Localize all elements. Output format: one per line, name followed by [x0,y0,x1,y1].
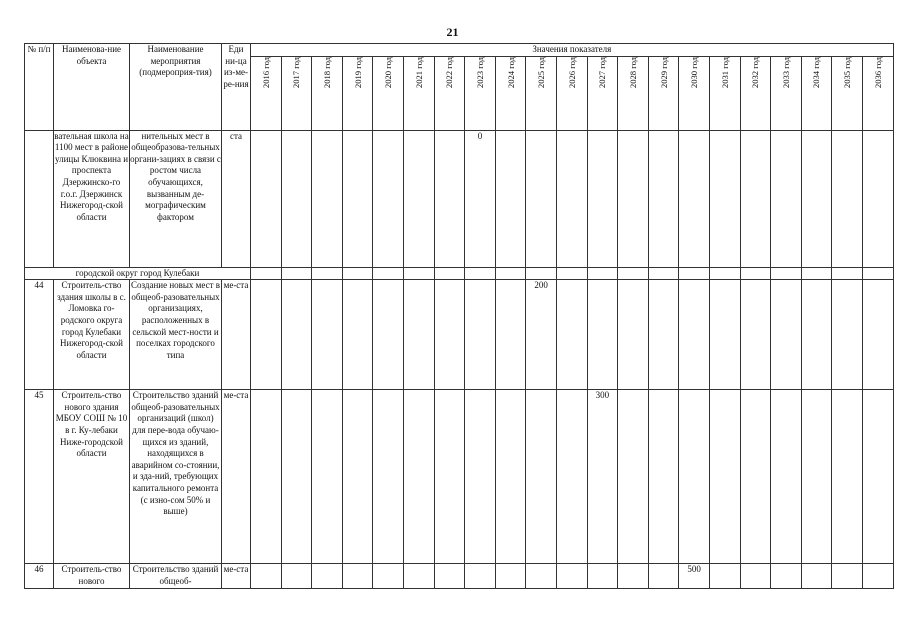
table-row [25,564,894,589]
value-cell [312,267,343,280]
value-cell [465,390,496,564]
value-cell [832,130,863,267]
year-header-label: 2026 год [566,56,577,88]
value-cell [434,130,465,267]
year-header-label: 2023 год [474,56,485,88]
value-cell [679,130,710,267]
year-header-label: 2034 год [811,56,822,88]
value-cell [434,564,465,589]
value-cell [709,564,740,589]
value-cell [556,390,587,564]
row-cont-value-2023: 0 [465,130,496,267]
value-cell [281,280,312,390]
value-cell [373,390,404,564]
row-46-num: 46 [25,564,54,589]
value-cell [495,130,526,267]
value-cell [434,267,465,280]
year-header-label: 2031 год [719,56,730,88]
year-header-label: 2019 год [352,56,363,88]
value-cell [618,267,649,280]
value-cell [832,564,863,589]
value-cell [648,130,679,267]
value-cell [740,280,771,390]
value-cell [556,130,587,267]
value-cell [403,130,434,267]
value-cell [373,130,404,267]
row-cont-unit: ста [222,130,251,267]
value-cell [251,267,282,280]
value-cell [587,267,618,280]
value-cell [312,130,343,267]
value-cell [648,267,679,280]
year-header [862,56,893,130]
year-header [495,56,526,130]
value-cell [587,130,618,267]
value-cell [771,390,802,564]
value-cell [862,280,893,390]
value-cell [709,267,740,280]
year-header [771,56,802,130]
year-header [251,56,282,130]
year-header-label: 2030 год [689,56,700,88]
value-cell [618,564,649,589]
year-header-label: 2022 год [444,56,455,88]
value-cell [342,390,373,564]
year-header [342,56,373,130]
value-cell [709,130,740,267]
value-cell [771,130,802,267]
value-cell [342,280,373,390]
year-header-label: 2035 год [842,56,853,88]
value-cell [251,564,282,589]
value-cell [862,267,893,280]
value-cell [801,390,832,564]
value-cell [679,280,710,390]
value-cell [862,390,893,564]
row-45-event: Строительство зданий общеоб-разовательных организаций (школ) для пере-вода обучаю-щихся из зданий, находящихся в аварийном со-стоянии, и зда-ний, требующих капитального ремонта (с изно-сом 50% и выше) [130,390,222,564]
value-cell [403,564,434,589]
value-cell [740,390,771,564]
row-44-event: Создание новых мест в общеоб-разовательных организациях, расположенных в сельской мест-ности и поселках городского типа [130,280,222,390]
value-cell [801,130,832,267]
row-44-value-2025: 200 [526,280,557,390]
year-header [526,56,557,130]
value-cell [312,280,343,390]
value-cell [801,280,832,390]
value-cell [679,390,710,564]
value-cell [648,564,679,589]
value-cell [465,564,496,589]
row-cont-object: вательная школа на 1100 мест в районе улицы Клюквина и проспекта Дзержинско-го г.о.г. Дзержинск Нижегород-ской области [54,130,130,267]
value-cell [434,390,465,564]
value-cell [495,267,526,280]
value-cell [342,267,373,280]
header-object: Наименова-ние объекта [54,44,130,131]
value-cell [618,280,649,390]
year-header [312,56,343,130]
indicator-table [24,43,894,589]
value-cell [771,280,802,390]
year-header [801,56,832,130]
year-header [740,56,771,130]
row-44-num: 44 [25,280,54,390]
value-cell [526,267,557,280]
row-cont-num [25,130,54,267]
value-cell [403,267,434,280]
year-header-label: 2020 год [383,56,394,88]
value-cell [495,390,526,564]
year-header-label: 2032 год [750,56,761,88]
year-header [556,56,587,130]
page-number: 21 [446,25,459,39]
value-cell [373,280,404,390]
value-cell [342,130,373,267]
value-cell [342,564,373,589]
value-cell [618,390,649,564]
value-cell [740,267,771,280]
year-header [648,56,679,130]
table-row [25,280,894,390]
row-45-value-2027: 300 [587,390,618,564]
value-cell [281,564,312,589]
value-cell [832,390,863,564]
year-header [679,56,710,130]
value-cell [740,564,771,589]
row-45-unit: ме-ста [222,390,251,564]
year-header [373,56,404,130]
section-row [25,267,894,280]
value-cell [251,390,282,564]
year-header [709,56,740,130]
value-cell [312,564,343,589]
year-header-label: 2027 год [597,56,608,88]
value-cell [771,267,802,280]
value-cell [251,280,282,390]
year-header-label: 2036 год [872,56,883,88]
table-row [25,390,894,564]
year-header [832,56,863,130]
year-header-label: 2016 год [260,56,271,88]
value-cell [526,390,557,564]
value-cell [801,267,832,280]
row-46-event: Строительство зданий общеоб- [130,564,222,589]
table-row [25,130,894,267]
value-cell [740,130,771,267]
year-header [618,56,649,130]
year-header-label: 2017 год [291,56,302,88]
value-cell [679,267,710,280]
section-label: городской округ город Кулебаки [25,267,251,280]
row-cont-event: нительных мест в общеобразова-тельных органи-зациях в связи с ростом числа обучающихся, вызванным де-мографическим фактором [130,130,222,267]
row-44-unit: ме-ста [222,280,251,390]
year-header-label: 2028 год [627,56,638,88]
value-cell [771,564,802,589]
value-cell [495,564,526,589]
year-header-label: 2033 год [780,56,791,88]
value-cell [556,267,587,280]
year-header [403,56,434,130]
value-cell [709,280,740,390]
year-header-label: 2024 год [505,56,516,88]
value-cell [862,564,893,589]
value-cell [556,564,587,589]
value-cell [587,564,618,589]
value-cell [832,280,863,390]
value-cell [465,267,496,280]
value-cell [465,280,496,390]
value-cell [648,280,679,390]
value-cell [648,390,679,564]
header-values: Значения показателя [251,44,894,57]
value-cell [832,267,863,280]
year-header [281,56,312,130]
year-header-label: 2025 год [536,56,547,88]
value-cell [281,390,312,564]
row-46-value-2030: 500 [679,564,710,589]
row-45-num: 45 [25,390,54,564]
value-cell [251,130,282,267]
row-46-object: Строитель-ство нового [54,564,130,589]
row-44-object: Строитель-ство здания школы в с. Ломовка го-родского округа город Кулебаки Нижегород-ской области [54,280,130,390]
year-header [465,56,496,130]
header-unit: Еди ни-ца из-ме-ре-ния [222,44,251,131]
row-45-object: Строитель-ство нового здания МБОУ СОШ № 10 в г. Ку-лебаки Ниже-городской области [54,390,130,564]
value-cell [862,130,893,267]
value-cell [403,390,434,564]
value-cell [526,130,557,267]
value-cell [403,280,434,390]
year-header [434,56,465,130]
value-cell [312,390,343,564]
row-46-unit: ме-ста [222,564,251,589]
value-cell [587,280,618,390]
value-cell [434,280,465,390]
value-cell [556,280,587,390]
value-cell [495,280,526,390]
year-header-label: 2029 год [658,56,669,88]
header-row [25,44,894,57]
header-num: № п/п [25,44,54,131]
value-cell [709,390,740,564]
value-cell [281,267,312,280]
value-cell [281,130,312,267]
header-event: Наименование мероприятия (подмероприя-тия) [130,44,222,131]
value-cell [618,130,649,267]
value-cell [526,564,557,589]
value-cell [801,564,832,589]
value-cell [373,564,404,589]
year-header-label: 2021 год [413,56,424,88]
value-cell [373,267,404,280]
year-header [587,56,618,130]
year-header-label: 2018 год [321,56,332,88]
